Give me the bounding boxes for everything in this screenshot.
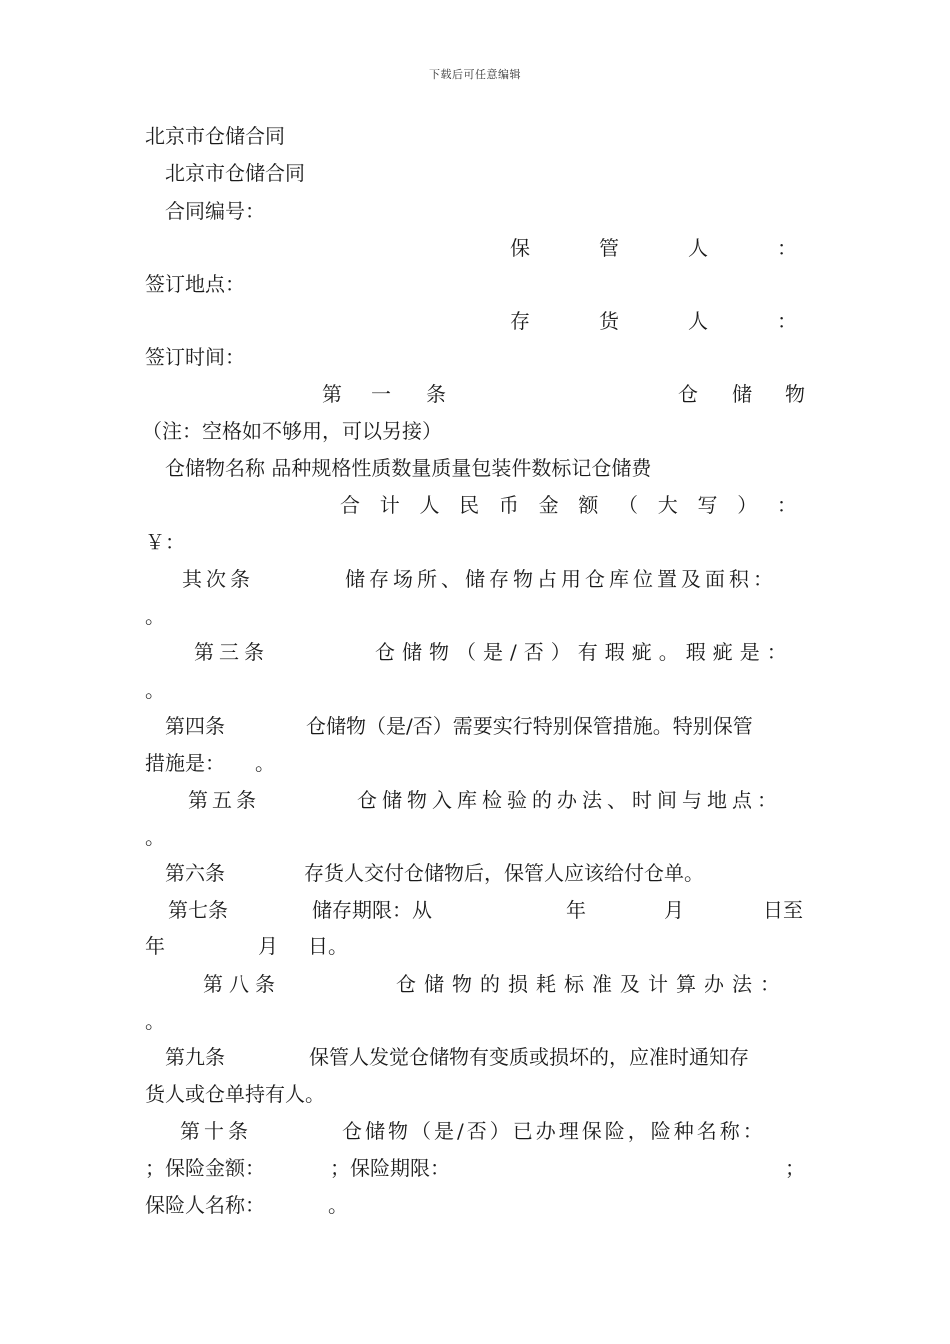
sign-place-label: 签订地点： (145, 272, 245, 296)
page-header: 下载后可任意编辑 (429, 68, 521, 81)
article-10-text: 仓储物（是/否）已办理保险，险种名称： (342, 1119, 766, 1143)
article-6-text: 存货人交付仓储物后，保管人应该给付仓单。 (304, 861, 704, 885)
article-4-label: 第四条 (165, 714, 225, 738)
article-5-end: 。 (145, 825, 165, 849)
document-page: 下载后可任意编辑 北京市仓储合同 北京市仓储合同 合同编号： 保 管 人 ： 签订地点： 存 货 人 ： 签订时间： 第 一 条 仓 储 物 （注：空格如不够用，可以另接） 仓储物名称 品种规格性质数量质量包装件数标记仓储费 合 计 人 民 币 金 额 （ 大 写 ） ： ￥： 其次条 储存场所、储存物占用仓库位置及面积： 。 第三条 仓储物（是/否）有瑕疵。瑕疵是： 。 第四条 仓储物（是/否）需要实行特别保管措施。特别保管 措施是： 。 第五条 仓储物入库检验的办法、时间与地点： 。 第六条 存货人交付仓储物后，保管人应该给付仓单。 第七条 储存期限：从 年 月 日至 年 月 日。 第八条 仓储物的损耗标准及计算办法： 。 第九条 保管人发觉仓储物有变质或损坏的，应准时通知存 货人或仓单持有人。 第十条 仓储物（是/否）已办理保险，险种名称： ；保险金额： ；保险期限： ； 保险人名称： 。 (0, 0, 950, 1344)
article-2-end: 。 (145, 604, 165, 628)
article-9-label: 第九条 (165, 1045, 225, 1069)
article-6-label: 第六条 (165, 861, 225, 885)
contract-number-label: 合同编号： (165, 199, 265, 223)
doc-title-repeat: 北京市仓储合同 (165, 161, 305, 185)
article-2-text: 储存场所、储存物占用仓库位置及面积： (345, 567, 777, 591)
custodian-label: 保 管 人 ： (510, 236, 797, 260)
article-3-text: 仓储物（是/否）有瑕疵。瑕疵是： (375, 640, 794, 664)
article-8-label: 第八条 (203, 972, 281, 996)
article-5-label: 第五条 (188, 788, 260, 812)
article-4-text: 仓储物（是/否）需要实行特别保管措施。特别保管 (306, 714, 753, 738)
article-5-text: 仓储物入库检验的办法、时间与地点： (357, 788, 782, 812)
article-7-label: 第七条 (168, 898, 228, 922)
article-3-end: 。 (145, 678, 165, 702)
yen-label: ￥： (145, 530, 185, 554)
article-7-day-to: 日至 (763, 898, 803, 922)
article-10-insurer: 保险人名称： (145, 1193, 265, 1217)
sign-time-label: 签订时间： (145, 345, 245, 369)
article-9-text: 保管人发觉仓储物有变质或损坏的，应准时通知存 (309, 1045, 749, 1069)
article-7-text: 储存期限：从 (312, 898, 432, 922)
article-9-cont: 货人或仓单持有人。 (145, 1082, 325, 1106)
article-8-end: 。 (145, 1009, 165, 1033)
article-7-year2: 年 (145, 934, 165, 958)
article-7-day2: 日。 (308, 934, 348, 958)
article-8-text: 仓储物的损耗标准及计算办法： (396, 972, 788, 996)
article-10-semicolon: ； (785, 1156, 805, 1180)
doc-title: 北京市仓储合同 (145, 124, 285, 148)
article-7-month: 月 (664, 898, 684, 922)
article-10-amount: ；保险金额： (145, 1156, 265, 1180)
depositor-label: 存 货 人 ： (510, 309, 797, 333)
note-text: （注：空格如不够用，可以另接） (142, 419, 442, 443)
article-10-label: 第十条 (180, 1119, 252, 1143)
article-4-cont: 措施是： 。 (145, 751, 275, 775)
article-10-period: ；保险期限： (330, 1156, 450, 1180)
article-10-insurer-end: 。 (328, 1193, 348, 1217)
article-7-month2: 月 (258, 934, 278, 958)
article-2-label: 其次条 (182, 567, 254, 591)
article-3-label: 第三条 (194, 640, 269, 664)
goods-table-header: 仓储物名称 品种规格性质数量质量包装件数标记仓储费 (165, 456, 652, 480)
total-amount-label: 合 计 人 民 币 金 额 （ 大 写 ） ： (340, 493, 797, 517)
article-7-year: 年 (566, 898, 586, 922)
